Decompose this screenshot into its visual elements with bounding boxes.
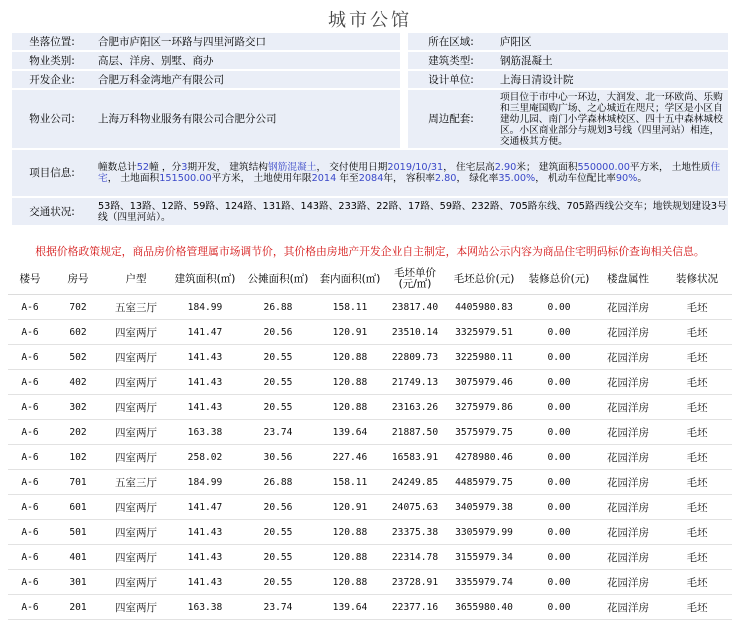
design-value: 上海日清设计院 [494, 71, 728, 88]
cell-area: 141.43 [168, 345, 242, 370]
col-room: 房号 [52, 264, 104, 295]
cell-total: 4405980.83 [444, 295, 524, 320]
cell-shared: 23.74 [242, 420, 314, 445]
property-mgmt-label: 物业公司: [12, 90, 92, 148]
cell-condition: 毛坯 [662, 495, 732, 520]
cell-room: 401 [52, 545, 104, 570]
cell-unit-price: 24075.63 [386, 495, 444, 520]
col-layout: 户型 [104, 264, 168, 295]
cell-unit-price: 23728.91 [386, 570, 444, 595]
cell-building: A-6 [8, 345, 52, 370]
cell-condition: 毛坯 [662, 595, 732, 620]
cell-shared: 20.55 [242, 570, 314, 595]
cell-attr: 花园洋房 [594, 395, 662, 420]
property-mgmt-value: 上海万科物业服务有限公司合肥分公司 [92, 90, 400, 148]
cell-building: A-6 [8, 370, 52, 395]
cell-unit-price: 23163.26 [386, 395, 444, 420]
cell-unit-price: 21749.13 [386, 370, 444, 395]
cell-layout: 四室两厅 [104, 395, 168, 420]
cell-layout: 四室两厅 [104, 545, 168, 570]
cell-room: 702 [52, 295, 104, 320]
cell-building: A-6 [8, 420, 52, 445]
cell-area: 141.43 [168, 520, 242, 545]
cell-decor: 0.00 [524, 545, 594, 570]
cell-building: A-6 [8, 520, 52, 545]
cell-room: 601 [52, 495, 104, 520]
cell-area: 141.43 [168, 545, 242, 570]
cell-attr: 花园洋房 [594, 320, 662, 345]
cell-unit-price: 23510.14 [386, 320, 444, 345]
cell-unit-price: 22809.73 [386, 345, 444, 370]
district-label: 所在区域: [408, 33, 494, 50]
cell-inner: 158.11 [314, 470, 386, 495]
cell-shared: 23.74 [242, 595, 314, 620]
cell-inner: 120.91 [314, 320, 386, 345]
cell-total: 3305979.99 [444, 520, 524, 545]
col-unit-price: 毛坯单价(元/㎡) [386, 264, 444, 295]
cell-total: 3575979.75 [444, 420, 524, 445]
cell-area: 258.02 [168, 445, 242, 470]
cell-decor: 0.00 [524, 520, 594, 545]
cell-area: 141.47 [168, 320, 242, 345]
cell-inner: 120.88 [314, 520, 386, 545]
cell-decor: 0.00 [524, 395, 594, 420]
developer-value: 合肥万科金湾地产有限公司 [92, 71, 400, 88]
cell-condition: 毛坯 [662, 395, 732, 420]
unit-price-table [8, 264, 732, 620]
col-building: 楼号 [8, 264, 52, 295]
structure-type-value: 钢筋混凝土 [494, 52, 728, 69]
page-title: 城市公馆 [328, 10, 412, 31]
cell-building: A-6 [8, 320, 52, 345]
cell-shared: 26.88 [242, 295, 314, 320]
cell-area: 163.38 [168, 595, 242, 620]
cell-total: 3325979.51 [444, 320, 524, 345]
cell-building: A-6 [8, 570, 52, 595]
cell-building: A-6 [8, 595, 52, 620]
cell-decor: 0.00 [524, 420, 594, 445]
cell-total: 3405979.38 [444, 495, 524, 520]
cell-unit-price: 22377.16 [386, 595, 444, 620]
price-notice: 根据价格政策规定，商品房价格管理属市场调节价，其价格由房地产开发企业自主制定，本网站公示内容为商品住宅明码标价查询相关信息。 [35, 245, 705, 258]
cell-attr: 花园洋房 [594, 545, 662, 570]
cell-total: 3355979.74 [444, 570, 524, 595]
cell-inner: 120.88 [314, 570, 386, 595]
cell-layout: 四室两厅 [104, 370, 168, 395]
cell-inner: 120.88 [314, 370, 386, 395]
cell-layout: 四室两厅 [104, 420, 168, 445]
cell-decor: 0.00 [524, 345, 594, 370]
cell-layout: 四室两厅 [104, 345, 168, 370]
cell-room: 302 [52, 395, 104, 420]
cell-area: 141.43 [168, 370, 242, 395]
col-inner: 套内面积(㎡) [314, 264, 386, 295]
surroundings-value: 项目位于市中心一环边，大润发、北一环欧尚、乐购和三里庵国购广场、之心城近在咫尺；学区是小区自建幼儿园、南门小学森林城校区、四十五中森林城校区。小区商业部分与规划3号线（四里河站）相连，交通极其方便。 [494, 90, 728, 148]
cell-building: A-6 [8, 470, 52, 495]
cell-room: 102 [52, 445, 104, 470]
traffic-label: 交通状况: [12, 198, 92, 225]
cell-shared: 20.55 [242, 545, 314, 570]
cell-building: A-6 [8, 445, 52, 470]
cell-total: 4278980.46 [444, 445, 524, 470]
property-type-label: 物业类别: [12, 52, 92, 69]
cell-attr: 花园洋房 [594, 570, 662, 595]
cell-decor: 0.00 [524, 295, 594, 320]
cell-attr: 花园洋房 [594, 370, 662, 395]
cell-unit-price: 21887.50 [386, 420, 444, 445]
cell-layout: 四室两厅 [104, 445, 168, 470]
surroundings-label: 周边配套: [408, 90, 494, 148]
cell-room: 502 [52, 345, 104, 370]
cell-inner: 120.88 [314, 395, 386, 420]
cell-shared: 20.55 [242, 395, 314, 420]
table-row [8, 395, 732, 420]
cell-unit-price: 24249.85 [386, 470, 444, 495]
cell-unit-price: 23375.38 [386, 520, 444, 545]
location-value: 合肥市庐阳区一环路与四里河路交口 [92, 33, 400, 50]
cell-layout: 四室两厅 [104, 570, 168, 595]
cell-area: 184.99 [168, 470, 242, 495]
cell-condition: 毛坯 [662, 470, 732, 495]
cell-building: A-6 [8, 395, 52, 420]
district-value: 庐阳区 [494, 33, 728, 50]
cell-total: 3075979.46 [444, 370, 524, 395]
cell-unit-price: 22314.78 [386, 545, 444, 570]
table-row [8, 545, 732, 570]
cell-attr: 花园洋房 [594, 520, 662, 545]
cell-inner: 120.91 [314, 495, 386, 520]
developer-label: 开发企业: [12, 71, 92, 88]
cell-decor: 0.00 [524, 570, 594, 595]
cell-layout: 四室两厅 [104, 495, 168, 520]
cell-total: 3275979.86 [444, 395, 524, 420]
cell-attr: 花园洋房 [594, 420, 662, 445]
cell-room: 301 [52, 570, 104, 595]
traffic-value: 53路、13路、12路、59路、124路、131路、143路、233路、22路、17路、59路、232路、705路东线、705路西线公交车；地铁规划建设3号线（四里河站）。 [92, 198, 728, 225]
design-label: 设计单位: [408, 71, 494, 88]
cell-inner: 139.64 [314, 595, 386, 620]
cell-room: 501 [52, 520, 104, 545]
cell-area: 141.47 [168, 495, 242, 520]
table-row [8, 320, 732, 345]
col-decor: 装修总价(元) [524, 264, 594, 295]
cell-area: 184.99 [168, 295, 242, 320]
cell-unit-price: 23817.40 [386, 295, 444, 320]
cell-total: 3225980.11 [444, 345, 524, 370]
structure-type-label: 建筑类型: [408, 52, 494, 69]
table-row [8, 295, 732, 320]
cell-total: 4485979.75 [444, 470, 524, 495]
cell-room: 202 [52, 420, 104, 445]
project-label: 项目信息: [12, 150, 92, 196]
cell-condition: 毛坯 [662, 320, 732, 345]
cell-shared: 26.88 [242, 470, 314, 495]
cell-decor: 0.00 [524, 495, 594, 520]
col-area: 建筑面积(㎡) [168, 264, 242, 295]
table-row [8, 445, 732, 470]
cell-inner: 120.88 [314, 345, 386, 370]
cell-condition: 毛坯 [662, 545, 732, 570]
cell-building: A-6 [8, 545, 52, 570]
cell-room: 201 [52, 595, 104, 620]
cell-area: 163.38 [168, 420, 242, 445]
cell-decor: 0.00 [524, 370, 594, 395]
cell-area: 141.43 [168, 570, 242, 595]
cell-condition: 毛坯 [662, 420, 732, 445]
cell-shared: 20.55 [242, 345, 314, 370]
cell-condition: 毛坯 [662, 445, 732, 470]
cell-unit-price: 16583.91 [386, 445, 444, 470]
table-header-row [8, 264, 732, 295]
cell-building: A-6 [8, 495, 52, 520]
cell-condition: 毛坯 [662, 520, 732, 545]
cell-inner: 227.46 [314, 445, 386, 470]
property-info-table [12, 31, 728, 227]
cell-shared: 20.55 [242, 520, 314, 545]
cell-attr: 花园洋房 [594, 445, 662, 470]
cell-attr: 花园洋房 [594, 345, 662, 370]
cell-attr: 花园洋房 [594, 495, 662, 520]
table-row [8, 345, 732, 370]
location-label: 坐落位置: [12, 33, 92, 50]
cell-condition: 毛坯 [662, 345, 732, 370]
cell-condition: 毛坯 [662, 295, 732, 320]
table-row [8, 420, 732, 445]
cell-room: 602 [52, 320, 104, 345]
col-attr: 楼盘属性 [594, 264, 662, 295]
table-row [8, 495, 732, 520]
cell-decor: 0.00 [524, 445, 594, 470]
col-condition: 装修状况 [662, 264, 732, 295]
cell-shared: 20.56 [242, 320, 314, 345]
table-row [8, 520, 732, 545]
table-row [8, 595, 732, 620]
cell-shared: 20.55 [242, 370, 314, 395]
cell-total: 3155979.34 [444, 545, 524, 570]
cell-shared: 30.56 [242, 445, 314, 470]
cell-condition: 毛坯 [662, 370, 732, 395]
cell-layout: 四室两厅 [104, 320, 168, 345]
col-total: 毛坯总价(元) [444, 264, 524, 295]
cell-room: 701 [52, 470, 104, 495]
cell-attr: 花园洋房 [594, 470, 662, 495]
cell-layout: 四室两厅 [104, 595, 168, 620]
cell-decor: 0.00 [524, 595, 594, 620]
project-info: 幢数总计52幢 ，分3期开发， 建筑结构钢筋混凝土， 交付使用日期2019/10/31， 住宅层高2.90米； 建筑面积550000.00平方米， 土地性质住宅， 土地面积151500.00平方米， 土地使用年限2014 年至2084年， 容积率2.80， 绿化率35.00%， 机动车位配比率90%。 [92, 150, 728, 196]
cell-total: 3655980.40 [444, 595, 524, 620]
cell-decor: 0.00 [524, 470, 594, 495]
cell-inner: 139.64 [314, 420, 386, 445]
cell-condition: 毛坯 [662, 570, 732, 595]
property-type-value: 高层、洋房、别墅、商办 [92, 52, 400, 69]
cell-attr: 花园洋房 [594, 295, 662, 320]
cell-layout: 五室三厅 [104, 295, 168, 320]
cell-inner: 158.11 [314, 295, 386, 320]
table-row [8, 370, 732, 395]
cell-room: 402 [52, 370, 104, 395]
col-shared: 公摊面积(㎡) [242, 264, 314, 295]
cell-layout: 五室三厅 [104, 470, 168, 495]
cell-area: 141.43 [168, 395, 242, 420]
cell-layout: 四室两厅 [104, 520, 168, 545]
cell-decor: 0.00 [524, 320, 594, 345]
cell-shared: 20.56 [242, 495, 314, 520]
cell-attr: 花园洋房 [594, 595, 662, 620]
cell-inner: 120.88 [314, 545, 386, 570]
table-row [8, 570, 732, 595]
cell-building: A-6 [8, 295, 52, 320]
table-row [8, 470, 732, 495]
